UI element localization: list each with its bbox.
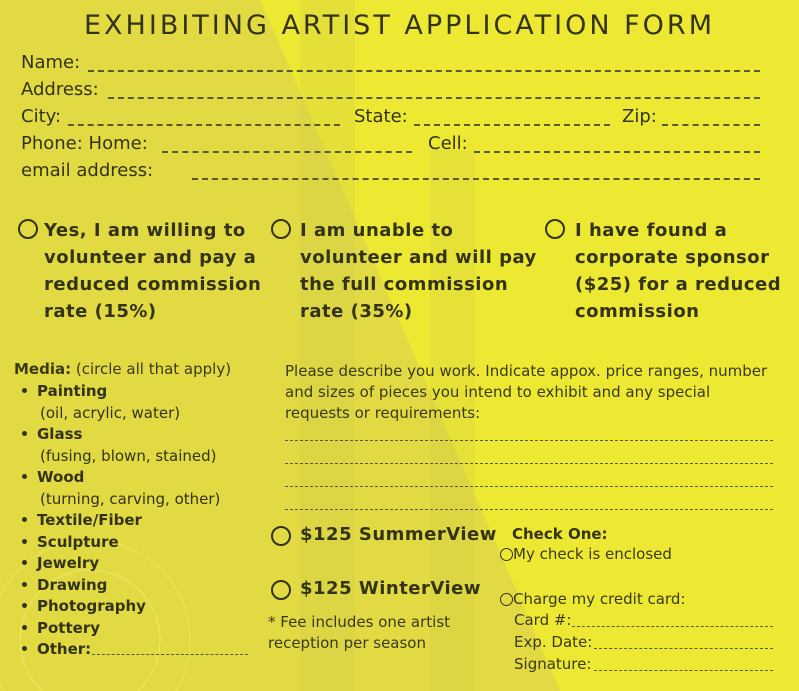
- signature-field[interactable]: [594, 670, 773, 671]
- media-item-textile[interactable]: Textile/Fiber: [20, 510, 220, 532]
- media-sub-glass: (fusing, blown, stained): [40, 446, 217, 465]
- media-item-photography[interactable]: Photography: [20, 596, 220, 618]
- commission-option-2-text: I am unable to volunteer and will pay the full commission rate (35%): [300, 220, 537, 322]
- email-field[interactable]: [192, 178, 760, 180]
- credit-card-radio[interactable]: [500, 593, 513, 606]
- media-sub-wood: (turning, carving, other): [40, 489, 221, 508]
- cell-label: Cell:: [428, 133, 468, 154]
- name-label: Name:: [21, 52, 81, 73]
- media-item-glass[interactable]: Glass: [20, 424, 220, 446]
- media-list: [20, 381, 220, 661]
- commission-option-1-text: Yes, I am willing to volunteer and pay a reduced commission rate (15%): [44, 220, 262, 322]
- city-field[interactable]: [68, 124, 340, 126]
- state-field[interactable]: [414, 124, 610, 126]
- describe-work-prompt: Please describe you work. Indicate appox. price ranges, number and sizes of pieces you intend to exhibit and any special requests or requirements:: [285, 362, 768, 422]
- media-item-painting[interactable]: Painting: [20, 381, 220, 403]
- state-label: State:: [354, 106, 408, 127]
- summerview-radio[interactable]: [271, 526, 291, 546]
- signature-label: Signature:: [514, 655, 592, 673]
- address-label: Address:: [21, 79, 99, 100]
- zip-label: Zip:: [622, 106, 657, 127]
- commission-option-3-radio[interactable]: [545, 219, 565, 239]
- winterview-label: $125 WinterView: [300, 578, 482, 599]
- address-field[interactable]: [108, 97, 760, 99]
- describe-line-1[interactable]: [285, 440, 773, 441]
- media-other-field[interactable]: [92, 654, 248, 655]
- commission-option-3-text: I have found a corporate sponsor ($25) for a reduced commission: [575, 220, 782, 322]
- cell-field[interactable]: [474, 151, 760, 153]
- describe-line-2[interactable]: [285, 463, 773, 464]
- commission-option-2-radio[interactable]: [271, 219, 291, 239]
- commission-option-1-radio[interactable]: [18, 219, 38, 239]
- media-item-sculpture[interactable]: Sculpture: [20, 532, 220, 554]
- summerview-label: $125 SummerView: [300, 524, 497, 545]
- exp-date-field[interactable]: [594, 648, 773, 649]
- card-number-field[interactable]: [572, 626, 773, 627]
- media-sub-painting: (oil, acrylic, water): [40, 403, 181, 422]
- name-field[interactable]: [88, 70, 760, 72]
- media-item-jewelry[interactable]: Jewelry: [20, 553, 220, 575]
- fee-note: * Fee includes one artist reception per season: [268, 613, 451, 652]
- describe-line-3[interactable]: [285, 486, 773, 487]
- media-item-wood[interactable]: Wood: [20, 467, 220, 489]
- winterview-radio[interactable]: [271, 580, 291, 600]
- check-enclosed-radio[interactable]: [500, 548, 513, 561]
- media-heading: Media: (circle all that apply): [14, 360, 232, 378]
- form-title: EXHIBITING ARTIST APPLICATION FORM: [84, 10, 715, 41]
- zip-field[interactable]: [662, 124, 760, 126]
- exp-date-label: Exp. Date:: [514, 633, 593, 651]
- card-number-label: Card #:: [514, 611, 572, 629]
- phone-home-field[interactable]: [162, 151, 412, 153]
- describe-line-4[interactable]: [285, 509, 773, 510]
- media-item-drawing[interactable]: Drawing: [20, 575, 220, 597]
- media-item-other[interactable]: Other:: [20, 639, 220, 661]
- email-label: email address:: [21, 160, 154, 181]
- media-item-pottery[interactable]: Pottery: [20, 618, 220, 640]
- city-label: City:: [21, 106, 62, 127]
- phone-home-label: Phone: Home:: [21, 133, 148, 154]
- check-enclosed-label: My check is enclosed: [513, 545, 672, 563]
- check-one-heading: Check One:: [512, 525, 608, 543]
- credit-card-label: Charge my credit card:: [513, 590, 686, 608]
